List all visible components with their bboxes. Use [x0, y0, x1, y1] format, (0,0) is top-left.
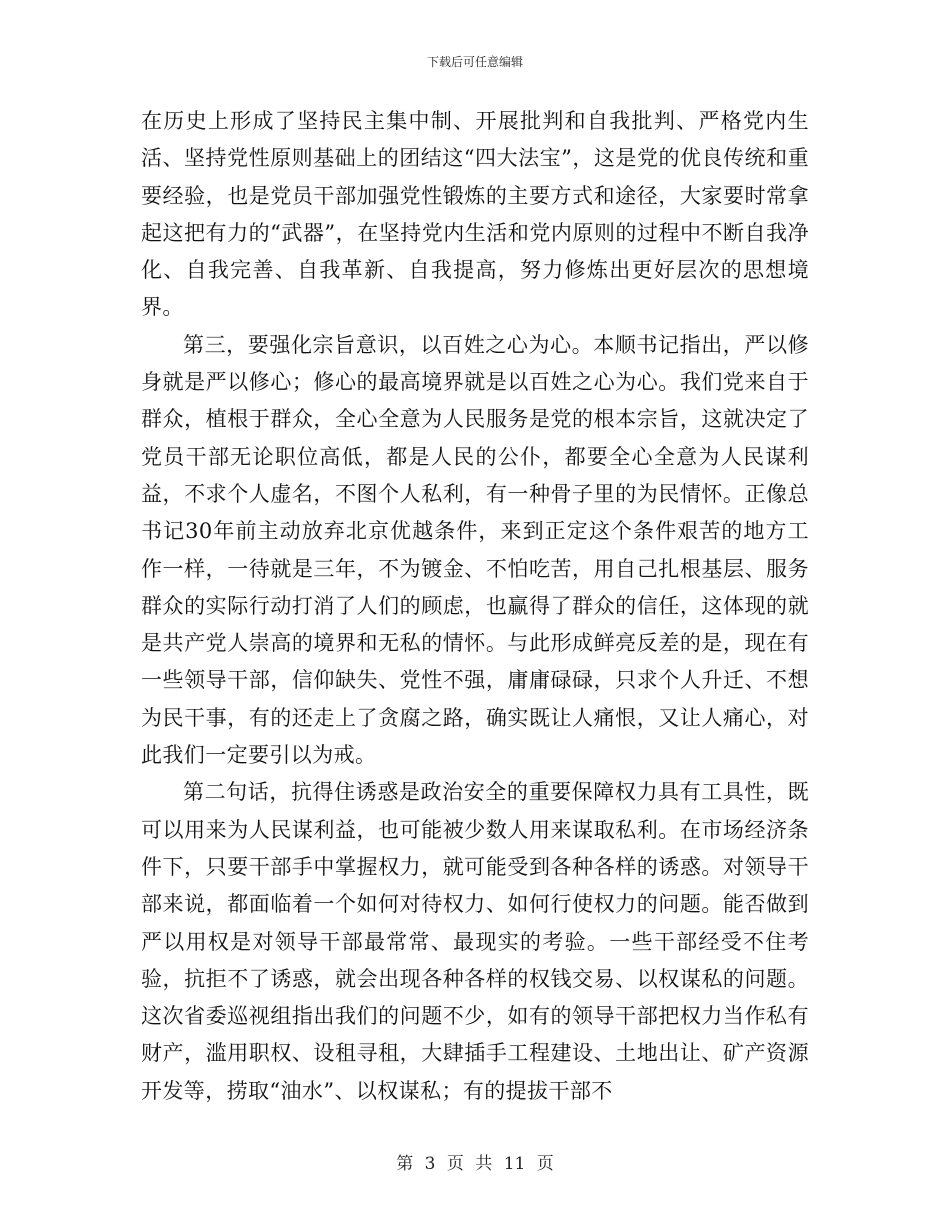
document-body	[141, 103, 809, 1110]
paragraph-1: 在历史上形成了坚持民主集中制、开展批判和自我批判、严格党内生活、坚持党性原则基础上的团结这“四大法宝”，这是党的优良传统和重要经验，也是党员干部加强党性锻炼的主要方式和途径，大家要时常拿起这把有力的“武器”，在坚持党内生活和党内原则的过程中不断自我净化、自我完善、自我革新、自我提高，努力修炼出更好层次的思想境界。	[141, 109, 809, 320]
paragraph-2: 第三，要强化宗旨意识，以百姓之心为心。本顺书记指出，严以修身就是严以修心；修心的最高境界就是以百姓之心为心。我们党来自于群众，植根于群众，全心全意为人民服务是党的根本宗旨，这就决定了党员干部无论职位高低，都是人民的公仆，都要全心全意为人民谋利益，不求个人虚名，不图个人私利，有一种骨子里的为民情怀。正像总书记30年前主动放弃北京优越条件，来到正定这个条件艰苦的地方工作一样，一待就是三年，不为镀金、不怕吃苦，用自己扎根基层、服务群众的实际行动打消了人们的顾虑，也赢得了群众的信任，这体现的就是共产党人崇高的境界和无私的情怀。与此形成鲜亮反差的是，现在有一些领导干部，信仰缺失、党性不强，庸庸碌碌，只求个人升迁、不想为民干事，有的还走上了贪腐之路，确实既让人痛恨，又让人痛心，对此我们一定要引以为戒。	[141, 332, 809, 768]
page-footer-page-number: 第 3 页 共 11 页	[396, 1154, 554, 1174]
page-header: 下载后可任意编辑	[426, 55, 523, 69]
paragraph-3: 第二句话，抗得住诱惑是政治安全的重要保障权力具有工具性，既可以用来为人民谋利益，也可能被少数人用来谋取私利。在市场经济条件下，只要干部手中掌握权力，就可能受到各种各样的诱惑。对领导干部来说，都面临着一个如何对待权力、如何行使权力的问题。能否做到严以用权是对领导干部最常常、最现实的考验。一些干部经受不住考验，抗拒不了诱惑，就会出现各种各样的权钱交易、以权谋私的问题。这次省委巡视组指出我们的问题不少，如有的领导干部把权力当作私有财产，滥用职权、设租寻租，大肆插手工程建设、土地出让、矿产资源开发等，捞取“油水”、以权谋私；有的提拔干部不	[141, 780, 809, 1103]
